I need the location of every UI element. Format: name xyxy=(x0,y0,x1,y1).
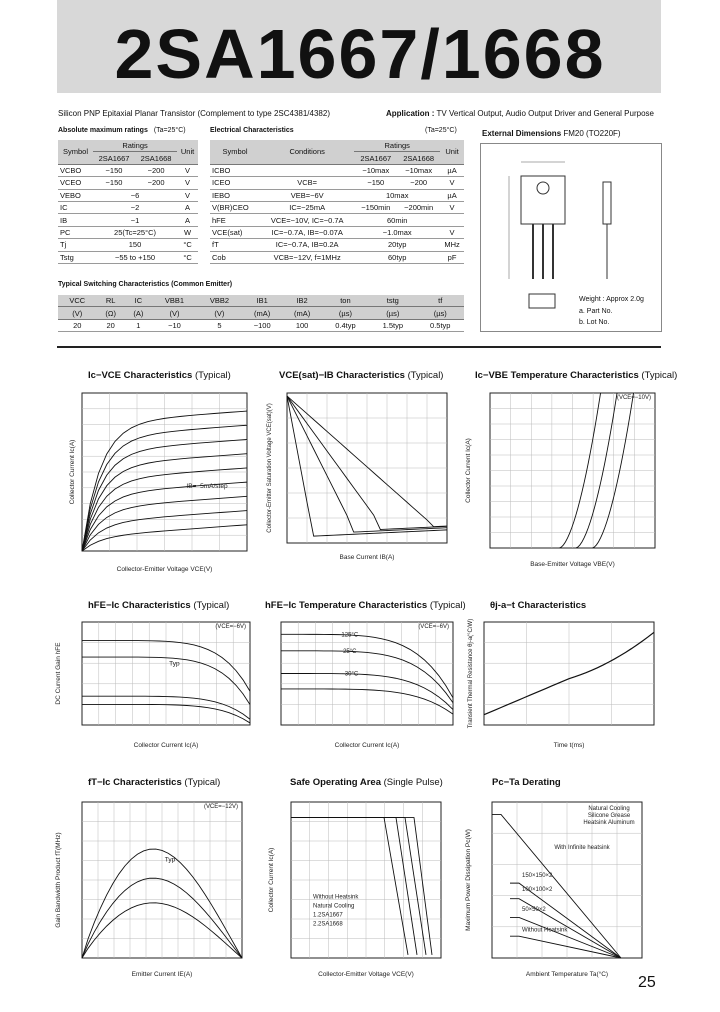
abs-value-b: −200 xyxy=(135,177,177,189)
switching-values-cell: 0.4typ xyxy=(322,319,369,331)
table-row xyxy=(210,214,464,226)
elec-condition: VEB=−6V xyxy=(260,189,354,201)
abs-value: 150 xyxy=(93,239,177,251)
chart3-xlabel: Base-Emitter Voltage VBE(V) xyxy=(530,561,615,568)
chart5-label-25: 25°C xyxy=(343,648,357,655)
abs-value: 25(Tc=25°C) xyxy=(93,226,177,238)
elec-symbol: ICEO xyxy=(210,177,260,189)
abs-value: −55 to +150 xyxy=(93,251,177,263)
table-row xyxy=(210,189,464,201)
switching-values-cell: 100 xyxy=(282,319,321,331)
chart1-annotation: IB=−5mA/step xyxy=(186,482,228,490)
switching-head-cell: VBB2 xyxy=(197,295,242,307)
chart6-xlabel: Time t(ms) xyxy=(553,742,585,749)
chart8-plot xyxy=(265,792,455,982)
page-number: 25 xyxy=(638,974,656,991)
switching-units-cell: (mA) xyxy=(282,307,321,319)
chart3-ylabel: Collector Current Ic(A) xyxy=(465,438,472,503)
elec-condition: VCB=−12V, f=1MHz xyxy=(260,251,354,263)
switching-table xyxy=(58,295,464,332)
application-label: Application : xyxy=(386,109,435,118)
chart3-cond: (VCE=−10V) xyxy=(616,395,651,401)
abs-unit: V xyxy=(177,189,198,201)
abs-unit: A xyxy=(177,201,198,213)
elec-unit: µA xyxy=(440,164,464,176)
chart7-title xyxy=(88,777,220,788)
chart9-title xyxy=(492,777,561,788)
switching-values-cell: −100 xyxy=(242,319,283,331)
elec-head-conditions: Conditions xyxy=(260,140,354,164)
chart2-note: (Typical) xyxy=(407,370,444,381)
abs-head-symbol: Symbol xyxy=(58,140,93,164)
switching-head-cell: tstg xyxy=(369,295,416,307)
chart8-legend-item: Without Heatsink xyxy=(313,894,359,901)
elec-symbol: VCE(sat) xyxy=(210,226,260,238)
chart6-title xyxy=(490,600,586,611)
switching-title: Typical Switching Characteristics (Common Emitter) xyxy=(58,281,233,288)
switching-units-cell: (A) xyxy=(125,307,152,319)
table-row xyxy=(58,189,198,201)
package-weight: Weight : Approx 2.0g xyxy=(579,296,644,303)
elec-unit xyxy=(440,214,464,226)
abs-symbol: VCBO xyxy=(58,164,93,176)
chart8-ylabel: Collector Current Ic(A) xyxy=(268,847,275,913)
marking-box xyxy=(529,294,555,308)
table-row xyxy=(58,177,198,189)
package-name: FM20 (TO220F) xyxy=(563,129,621,138)
table-row xyxy=(210,226,464,238)
abs-value: −6 xyxy=(93,189,177,201)
chart5-title-text: hFE−Ic Temperature Characteristics xyxy=(265,600,428,611)
elec-condition: IC=−0.7A, IB=0.2A xyxy=(260,239,354,251)
chart4-cond: (VCE=−6V) xyxy=(215,624,246,630)
abs-symbol: Tj xyxy=(58,239,93,251)
switching-units-cell: (V) xyxy=(58,307,96,319)
chart7-xlabel: Emitter Current IE(A) xyxy=(131,971,193,978)
chart6-title-text: θj-a−t Characteristics xyxy=(490,600,587,611)
abs-value-a: −150 xyxy=(93,164,135,176)
elec-unit: V xyxy=(440,177,464,189)
elec-title-text: Electrical Characteristics xyxy=(210,127,294,134)
chart7-plot xyxy=(50,792,260,982)
chart8-title-text: Safe Operating Area xyxy=(290,777,381,788)
abs-symbol: VEBO xyxy=(58,189,93,201)
abs-value: −1 xyxy=(93,214,177,226)
abs-head-unit: Unit xyxy=(177,140,198,164)
elec-value: 10max xyxy=(354,189,440,201)
chart9-label-100: 100×100×2 xyxy=(522,886,553,893)
chart3-title-text: Ic−VBE Temperature Characteristics xyxy=(475,370,639,381)
chart9-label-50: 50×50×2 xyxy=(522,907,546,914)
abs-unit: °C xyxy=(177,251,198,263)
table-row xyxy=(58,201,198,213)
chart4-note: (Typical) xyxy=(193,600,230,611)
abs-max-cond: (Ta=25°C) xyxy=(153,127,186,134)
mounting-hole xyxy=(537,182,549,194)
chart8-legend-item: 2.2SA1668 xyxy=(313,921,343,928)
elec-unit: V xyxy=(440,226,464,238)
elec-value: −1.0max xyxy=(354,226,440,238)
chart9-legend-item: Natural Cooling xyxy=(588,806,630,812)
switching-head-cell: IC xyxy=(125,295,152,307)
package-side-view xyxy=(603,182,611,224)
table-row xyxy=(58,164,198,176)
table-row xyxy=(58,226,198,238)
elec-value: 20typ xyxy=(354,239,440,251)
chart3-note: (Typical) xyxy=(641,370,678,381)
abs-value-b: −200 xyxy=(135,164,177,176)
elec-symbol: hFE xyxy=(210,214,260,226)
elec-sub-b: 2SA1668 xyxy=(397,152,440,164)
abs-symbol: PC xyxy=(58,226,93,238)
elec-symbol: Cob xyxy=(210,251,260,263)
chart1-plot xyxy=(70,385,260,585)
application-text: TV Vertical Output, Audio Output Driver and General Purpose xyxy=(436,109,654,118)
elec-symbol: V(BR)CEO xyxy=(210,201,260,213)
abs-symbol: IC xyxy=(58,201,93,213)
chart8-legend-item: 1.2SA1667 xyxy=(313,912,343,919)
elec-value-a: −10max xyxy=(354,164,397,176)
chart1-xlabel: Collector-Emitter Voltage VCE(V) xyxy=(116,566,213,573)
switching-head-cell: VBB1 xyxy=(152,295,197,307)
chart2-plot xyxy=(265,385,455,585)
elec-condition xyxy=(260,164,354,176)
elec-value-b: −200min xyxy=(397,201,440,213)
package-part: a. Part No. xyxy=(579,308,613,315)
switching-head-cell: IB2 xyxy=(282,295,321,307)
chart2-ylabel: Collector-Emitter Saturation Voltage VCE(sat)(V) xyxy=(267,403,273,533)
elec-unit: pF xyxy=(440,251,464,263)
elec-head-symbol: Symbol xyxy=(210,140,260,164)
chart5-note: (Typical) xyxy=(429,600,466,611)
elec-unit: µA xyxy=(440,189,464,201)
elec-symbol: fT xyxy=(210,239,260,251)
chart4-ylabel: DC Current Gain hFE xyxy=(55,642,62,705)
chart9-title-text: Pc−Ta Derating xyxy=(492,777,561,788)
elec-unit: V xyxy=(440,201,464,213)
package-box xyxy=(480,143,662,332)
switching-values-cell: 5 xyxy=(197,319,242,331)
application-line xyxy=(386,109,654,118)
chart1-note: (Typical) xyxy=(194,370,231,381)
elec-sub-a: 2SA1667 xyxy=(354,152,397,164)
switching-units-cell: (Ω) xyxy=(96,307,124,319)
table-row xyxy=(210,177,464,189)
switching-head-cell: ton xyxy=(322,295,369,307)
package-title-text: External Dimensions xyxy=(482,129,562,138)
divider xyxy=(57,346,661,348)
chart5-label-m30: −30°C xyxy=(341,671,359,678)
switching-units-cell: (µs) xyxy=(417,307,464,319)
switching-values-cell: −10 xyxy=(152,319,197,331)
switching-values-cell: 20 xyxy=(96,319,124,331)
chart1-title xyxy=(88,370,231,381)
elec-value-a: −150 xyxy=(354,177,397,189)
abs-symbol: VCEO xyxy=(58,177,93,189)
elec-symbol: ICBO xyxy=(210,164,260,176)
chart7-annotation: Typ xyxy=(164,856,176,864)
description: Silicon PNP Epitaxial Planar Transistor (Complement to type 2SC4381/4382) xyxy=(58,109,330,118)
abs-value: −2 xyxy=(93,201,177,213)
chart5-cond: (VCE=−6V) xyxy=(418,624,449,630)
chart9-label-none: Without Heatsink xyxy=(522,927,568,934)
chart3-plot xyxy=(462,385,662,585)
chart2-title-text: VCE(sat)−IB Characteristics xyxy=(279,370,405,381)
abs-unit: °C xyxy=(177,239,198,251)
chart4-title xyxy=(88,600,229,611)
elec-condition: VCB= xyxy=(260,177,354,189)
switching-head-cell: VCC xyxy=(58,295,96,307)
switching-values-cell: 20 xyxy=(58,319,96,331)
elec-head-unit: Unit xyxy=(440,140,464,164)
chart6-ylabel: Transient Thermal Resistance θj-a(°C/W) xyxy=(468,618,474,729)
elec-condition: VCE=−10V, IC=−0.7A xyxy=(260,214,354,226)
abs-sub-a: 2SA1667 xyxy=(93,152,135,164)
elec-condition: IC=−25mA xyxy=(260,201,354,213)
chart9-legend-item: Heatsink Aluminum xyxy=(583,820,635,826)
chart1-title-text: Ic−VCE Characteristics xyxy=(88,370,193,381)
elec-head-ratings: Ratings xyxy=(354,140,440,152)
chart5-plot xyxy=(265,612,455,752)
table-row xyxy=(210,201,464,213)
chart7-cond: (VCE=−12V) xyxy=(203,804,238,810)
switching-values-cell: 0.5typ xyxy=(417,319,464,331)
chart4-annotation: Typ xyxy=(169,660,180,668)
switching-head-cell: tf xyxy=(417,295,464,307)
chart1-ylabel: Collector Current Ic(A) xyxy=(69,439,76,505)
abs-unit: A xyxy=(177,214,198,226)
switching-values-cell: 1 xyxy=(125,319,152,331)
chart2-xlabel: Base Current IB(A) xyxy=(339,554,395,561)
elec-value-b: −200 xyxy=(397,177,440,189)
chart9-ylabel: Maximum Power Dissipation Pc(W) xyxy=(465,829,472,931)
abs-max-table xyxy=(58,140,198,264)
table-row xyxy=(58,251,198,263)
switching-head-cell: RL xyxy=(96,295,124,307)
chart8-legend-item: Natural Cooling xyxy=(313,903,355,910)
chart7-ylabel: Gain Bandwidth Product fT(MHz) xyxy=(55,832,62,928)
chart7-title-text: fT−Ic Characteristics xyxy=(88,777,182,788)
elec-condition: IC=−0.7A, IB=−0.07A xyxy=(260,226,354,238)
abs-head-ratings: Ratings xyxy=(93,140,177,152)
elec-value-a: −150min xyxy=(354,201,397,213)
switching-head-cell: IB1 xyxy=(242,295,283,307)
chart8-note: (Single Pulse) xyxy=(383,777,443,788)
chart9-plot xyxy=(462,792,662,982)
switching-units-cell: (V) xyxy=(152,307,197,319)
chart9-label-150: 150×150×2 xyxy=(522,872,553,879)
package-title xyxy=(482,129,621,138)
chart6-plot xyxy=(462,612,662,752)
abs-unit: W xyxy=(177,226,198,238)
chart3-title xyxy=(475,370,677,381)
chart9-label-infinite: With Infinite heatsink xyxy=(554,844,610,851)
switching-units-cell: (mA) xyxy=(242,307,283,319)
chart8-title xyxy=(290,777,443,788)
elec-title xyxy=(210,127,294,134)
elec-value: 60typ xyxy=(354,251,440,263)
elec-table xyxy=(210,140,464,264)
elec-value-b: −10max xyxy=(397,164,440,176)
chart5-xlabel: Collector Current Ic(A) xyxy=(334,742,400,749)
elec-unit: MHz xyxy=(440,239,464,251)
table-row xyxy=(58,239,198,251)
switching-units-cell: (V) xyxy=(197,307,242,319)
elec-value: 60min xyxy=(354,214,440,226)
chart9-legend-item: Silicone Grease xyxy=(587,813,631,819)
chart4-title-text: hFE−Ic Characteristics xyxy=(88,600,191,611)
chart9-xlabel: Ambient Temperature Ta(°C) xyxy=(525,971,609,978)
chart4-plot xyxy=(50,612,260,752)
abs-symbol: Tstg xyxy=(58,251,93,263)
abs-symbol: IB xyxy=(58,214,93,226)
chart8-xlabel: Collector-Emitter Voltage VCE(V) xyxy=(318,971,414,978)
abs-max-title xyxy=(58,127,186,134)
chart5-label-125: 125°C xyxy=(341,632,359,639)
package-lot: b. Lot No. xyxy=(579,319,610,326)
chart4-xlabel: Collector Current Ic(A) xyxy=(133,742,199,749)
table-row xyxy=(210,164,464,176)
elec-cond: (Ta=25°C) xyxy=(425,127,457,134)
page-title: 2SA1667/1668 xyxy=(114,15,606,93)
elec-symbol: IEBO xyxy=(210,189,260,201)
table-row xyxy=(210,239,464,251)
switching-values-cell: 1.5typ xyxy=(369,319,416,331)
table-row xyxy=(58,214,198,226)
switching-units-cell: (µs) xyxy=(322,307,369,319)
abs-sub-b: 2SA1668 xyxy=(135,152,177,164)
abs-unit: V xyxy=(177,164,198,176)
abs-value-a: −150 xyxy=(93,177,135,189)
abs-max-title-text: Absolute maximum ratings xyxy=(58,127,148,134)
chart5-title xyxy=(265,600,466,611)
chart2-title xyxy=(279,370,443,381)
table-row xyxy=(210,251,464,263)
chart7-note: (Typical) xyxy=(184,777,221,788)
switching-units-cell: (µs) xyxy=(369,307,416,319)
abs-unit: V xyxy=(177,177,198,189)
